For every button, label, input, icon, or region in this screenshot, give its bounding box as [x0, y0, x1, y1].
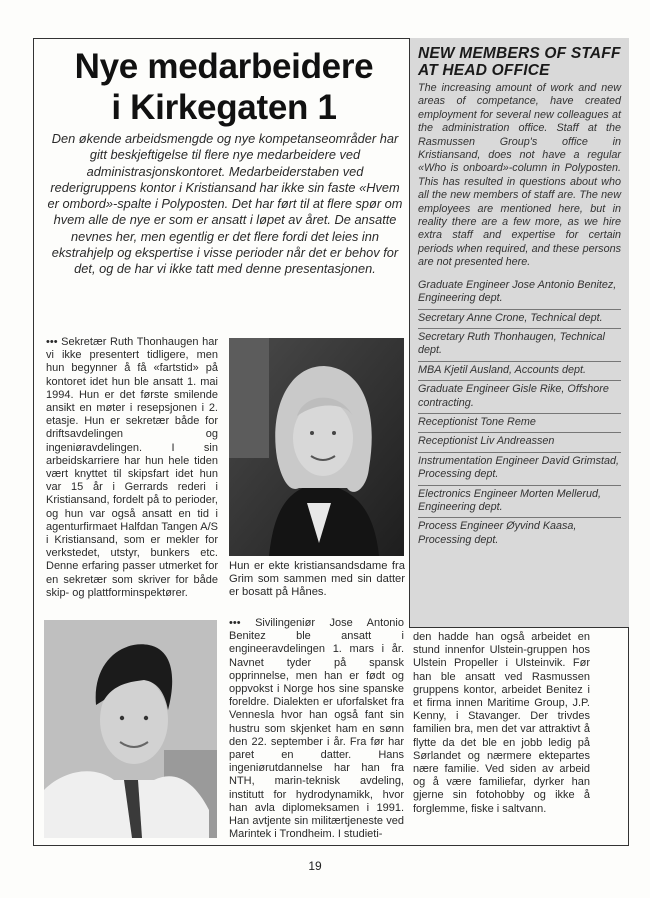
photo-ruth-thonhaugen — [229, 338, 404, 556]
photo-caption-thonhaugen: Hun er ekte kristiansandsdame fra Grim som sammen med sin datter er bosatt på Hånes. — [229, 560, 405, 599]
staff-list-item: Process Engineer Øyvind Kaasa, Processing dept. — [418, 520, 577, 546]
article-thonhaugen: ••• Sekretær Ruth Thonhaugen har vi ikke presentert tidligere, men hun begynner å få «fartstid» på kontoret idet hun ble ansatt 1. mai 1994. Hun er det første smilende ansikt en møter i resepsjonen i 2. etasje. Hun er sekretær både for driftsavdelingen og ingeniøravdelingen. I sin arbeidskarriere har hun hele tiden vært knyttet til skipsfart idet hun var 15 år i Gerrards rederi i Kristiansand, fordelt på to perioder, og hun var også ansatt en tid i agenturfirmaet Halfdan Tangen A/S i Kristiansand, som er mekler for verkstedet, utstyr, bunkers etc. Denne erfaring passer utmerket for en sekretær som skriver for både skip- og plattforminspektører. — [46, 336, 218, 599]
staff-list-item: Secretary Anne Crone, Technical dept. — [418, 310, 621, 329]
staff-list-item: Graduate Engineer Jose Antonio Benitez, Engineering dept. — [418, 277, 621, 310]
page-number: 19 — [308, 859, 322, 873]
photo-jose-benitez — [44, 620, 217, 838]
article-benitez-continued: den hadde han også arbeidet en stund innenfor Ulstein-gruppen hos Ulstein Propeller i Ulsteinvik. Før han ble ansatt ved Rasmussen gruppens kontor, arbeidet Benitez i et firma innen Maritime Group, J.P. Kenny, i Stavanger. Der trivdes familien bra, men det var attraktivt å flytte da det ble en jobb ledig på Sørlandet og nærmere ektepartes nære familie. Ved siden av arbeid og å være familiefar, dyrker han gjerne sin fotohobby og ikke å forglemme, fiske i saltvann. — [413, 631, 590, 815]
staff-list — [418, 277, 621, 551]
staff-list-item: Receptionist Tone Reme — [418, 414, 621, 433]
lead-paragraph: Den økende arbeidsmengde og nye kompetanseområder har gitt beskjeftigelse til flere nye medarbeidere ved administrasjonskontoret. Medarbeiderstaben ved rederigruppens kontor i Kristiansand har ikke sin faste «Hvem er ombord»-spalte i Polyposten. Det har ført til at flere spør om hvem alle de nye er som er ansatt i løpet av året. De ansatte nevnes her, men egentlig er det flere fordi det leies inn ekstrahjelp og ekspertise i visse perioder når det er behov for det, og de har vi ikke tatt med denne presentasjonen. — [47, 131, 403, 277]
sidebar-title: NEW MEMBERS OF STAFF AT HEAD OFFICE — [418, 45, 621, 79]
staff-list-item: Graduate Engineer Gisle Rike, Offshore contracting. — [418, 381, 621, 414]
english-sidebar — [409, 38, 629, 628]
headline — [44, 46, 404, 128]
headline-line-2: i Kirkegaten 1 — [111, 88, 337, 127]
staff-list-item: Instrumentation Engineer David Grimstad, Processing dept. — [418, 453, 621, 486]
staff-list-item: Electronics Engineer Morten Mellerud, Engineering dept. — [418, 486, 621, 519]
sidebar-intro: The increasing amount of work and new areas of competance, have created employment for several new colleagues at the administration office. Staff at the Rasmussen Group's office in Kristiansand, does not have a regular «Who is onboard»-column in Polyposten. This has resulted in questions about who all the new members of staff are. The new employees are mentioned here, but in reality there are a few more, as we hire extra staff and expertise for certain periods when required, and these persons are not presented here. — [418, 82, 621, 269]
staff-list-item: Receptionist Liv Andreassen — [418, 433, 621, 452]
staff-list-item: MBA Kjetil Ausland, Accounts dept. — [418, 362, 621, 381]
headline-line-1: Nye medarbeidere — [74, 47, 374, 86]
portrait-woman-image — [229, 338, 404, 556]
staff-list-item: Secretary Ruth Thonhaugen, Technical dept. — [418, 329, 621, 362]
portrait-man-image — [44, 620, 217, 838]
article-benitez: ••• Sivilingeniør Jose Antonio Benitez ble ansatt i engineeravdelingen 1. mars i år. Navnet tyder på spansk opprinnelse, men han er født og oppvokst i Norge hos sine spanske foreldre. Dialekten er uforfalsket fra Vennesla hvor han også fant sin hustru som skjenket ham en sønn den 22. september i år. Fra før har paret en datter. Hans ingeniørutdannelse har han fra NTH, marin-teknisk avdeling, institutt for hydrodynamikk, hvor han avla diplomeksamen i 1991. Han avtjente sin militærtjeneste ved Marintek i Trondheim. I studieti- — [229, 617, 404, 841]
